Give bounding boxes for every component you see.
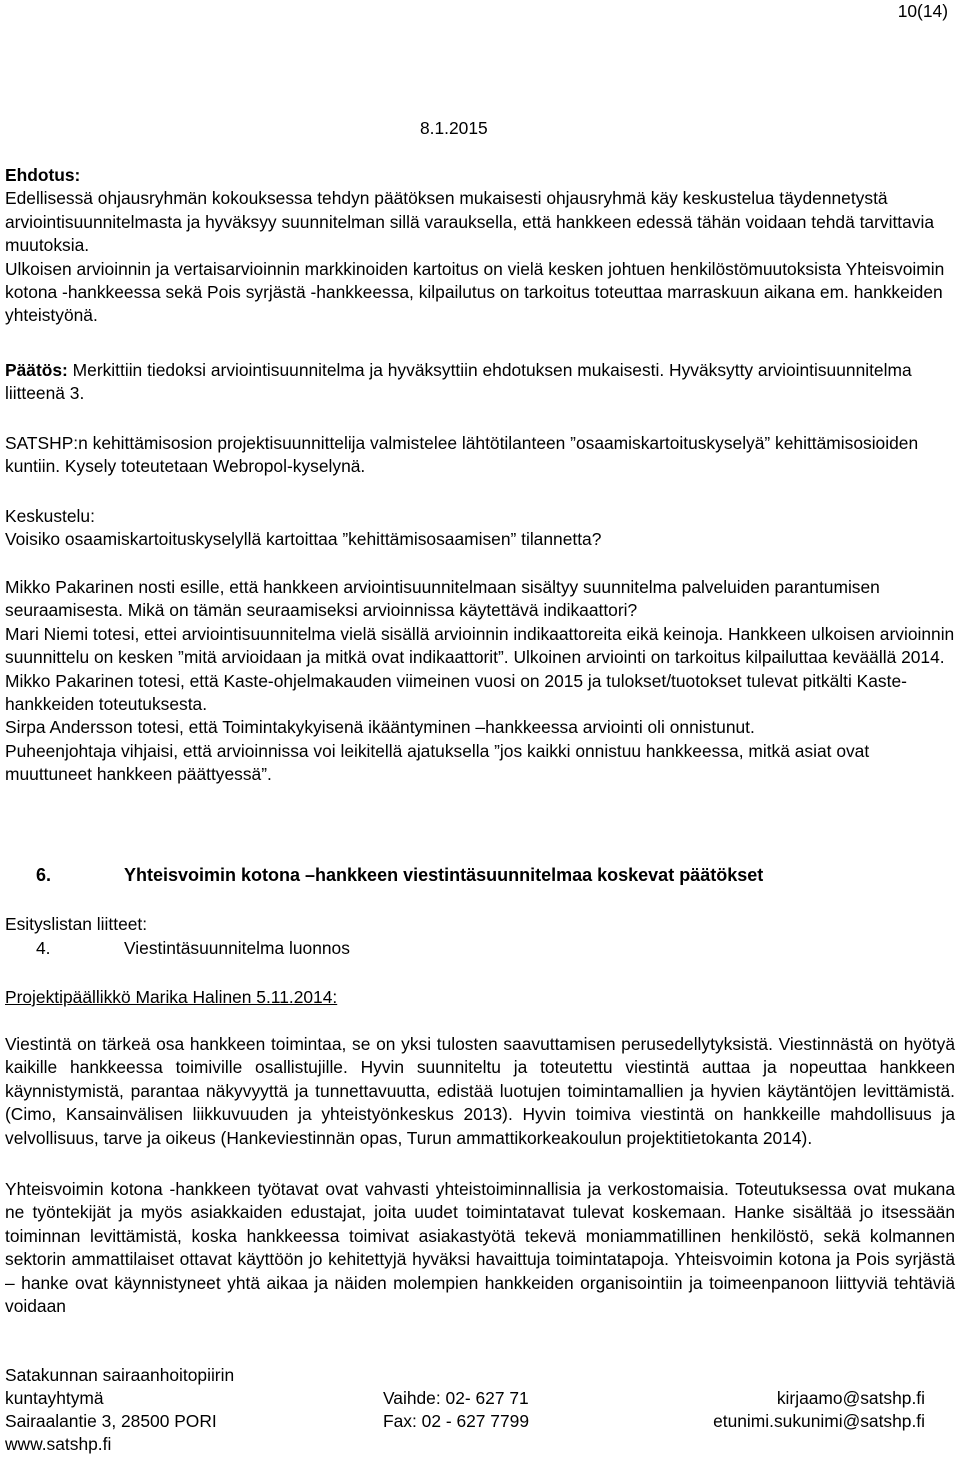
discussion-label: Keskustelu: xyxy=(5,506,95,526)
satshp-text: SATSHP:n kehittämisosion projektisuunnittelija valmistelee lähtötilanteen ”osaamiskartoituskyselyä” kehittämisosioiden kuntiin. Kysely toteutetaan Webropol-kyselynä. xyxy=(5,433,919,477)
satshp-paragraph xyxy=(5,432,955,479)
communication-text: Viestintä on tärkeä osa hankkeen toimintaa, se on yksi tulosten saavuttamisen perusedellytyksistä. Viestinnästä on hyötyä kaikille hankkeessa toimiville osallistujille. Hyvin suunniteltu ja toteutettu viestintä auttaa ja nopeuttaa hankkeen käynnistymistä, parantaa näkyvyyttä ja tunnettavuutta, edistää luotujen toimintamallien ja hyvien käytäntöjen levittämistä. (Cimo, Kansainvälisen liikkuvuuden ja yhteistyönkeskus 2013). Hyvin toimiva viestintä on hankkeille mahdollisuus ja velvollisuus, tarve ja oikeus (Hankeviestinnän opas, Turun ammattikorkeakoulun projektitietokanta 2014). xyxy=(5,1034,955,1148)
attachments-label: Esityslistan liitteet: xyxy=(5,914,148,934)
decision-section xyxy=(5,359,955,406)
footer-fax: Fax: 02 - 627 7799 xyxy=(383,1411,529,1431)
discussion-item: Mikko Pakarinen totesi, että Kaste-ohjelmakauden viimeinen vuosi on 2015 ja tulokset/tuotokset tulevat pitkälti Kaste-hankkeiden toteutuksesta. xyxy=(5,670,907,715)
working-methods-text: Yhteisvoimin kotona -hankkeen työtavat ovat vahvasti yhteistoiminnallisia ja verkostomaisia. Toteutuksessa ovat mukana ne työntekijät ja myös asiakkaiden edustajat, joita uudet toimintatavat tulevat koskemaan. Hanke sisältää jo itsessään toiminnan levittämistä, koska hankkeessa toimivat asiakastyötä tekevä moniammatillinen henkilöstö, sekä kolmannen sektorin ammattilaiset ottavat käyttöön jo kehitettyjä hyväksi havaittuja toimintatapoja. Yhteisvoimin kotona ja Pois syrjästä – hanke ovat käynnistyneet yhtä aikaa ja näiden molempien hankkeiden organisointiin ja toimeenpanoon liittyviä tehtäviä voidaan xyxy=(5,1179,955,1317)
footer-address: Sairaalantie 3, 28500 PORI xyxy=(5,1411,217,1431)
page-number: 10(14) xyxy=(897,1,948,21)
decision-text: Merkittiin tiedoksi arviointisuunnitelma ja hyväksyttiin ehdotuksen mukaisesti. Hyväksytty arviointisuunnitelma liitteenä 3. xyxy=(5,360,912,404)
external-evaluation-text: Ulkoisen arvioinnin ja vertaisarvioinnin markkinoiden kartoitus on vielä kesken johtuen henkilöstömuutoksista Yhteisvoimin kotona -hankkeessa sekä Pois syrjästä -hankkeessa, kilpailutus on tarkoitus toteuttaa marraskuun aikana em. hankkeiden yhteistyönä. xyxy=(5,258,945,326)
working-methods-paragraph xyxy=(5,1178,955,1318)
footer-email-pattern: etunimi.sukunimi@satshp.fi xyxy=(713,1411,925,1431)
discussion-item: Sirpa Andersson totesi, että Toimintakykyisenä ikääntyminen –hankkeessa arviointi oli onnistunut. xyxy=(5,717,755,738)
footer-phone: Vaihde: 02- 627 71 xyxy=(383,1388,529,1408)
document-date: 8.1.2015 xyxy=(420,118,488,138)
attachment-title: Viestintäsuunnitelma luonnos xyxy=(124,938,350,958)
footer-website[interactable]: www.satshp.fi xyxy=(5,1434,112,1454)
discussion-intro xyxy=(5,505,955,552)
footer-org-name: Satakunnan sairaanhoitopiirin xyxy=(5,1365,235,1385)
author-line: Projektipäällikkö Marika Halinen 5.11.2014: xyxy=(5,987,338,1007)
section-number: 6. xyxy=(36,865,52,885)
discussion-item: Mikko Pakarinen nosti esille, että hankkeen arviointisuunnitelmaan sisältyy suunnitelma palveluiden parantumisen seuraamisesta. Mikä on tämän seuraamiseksi arvioinnissa käytettävä indikaattori? xyxy=(5,577,880,621)
discussion-question: Voisiko osaamiskartoituskyselyllä kartoittaa ”kehittämisosaamisen” tilannetta? xyxy=(5,529,602,550)
attachment-number: 4. xyxy=(36,938,51,958)
communication-paragraph xyxy=(5,1033,955,1150)
proposal-text: Edellisessä ohjausryhmän kokouksessa tehdyn päätöksen mukaisesti ohjausryhmä käy keskustelua täydennetystä arviointisuunnitelmasta ja hyväksyy suunnitelman sillä varauksella, että hankkeen edessä tähän voidaan tehdä tarvittavia muutoksia. xyxy=(5,188,935,256)
footer-org-type: kuntayhtymä xyxy=(5,1388,104,1408)
proposal-label: Ehdotus: xyxy=(5,165,81,185)
discussion-item: Puheenjohtaja vihjaisi, että arvioinnissa voi leikitellä ajatuksella ”jos kaikki onnistuu hankkeessa, mitkä asiat ovat muuttuneet hankkeen päättyessä”. xyxy=(5,740,870,785)
proposal-section xyxy=(5,164,955,328)
discussion-item: Mari Niemi totesi, ettei arviointisuunnitelma vielä sisällä arvioinnin indikaattoreita eikä keinoja. Hankkeen ulkoisen arvioinnin suunnittelu on kesken ”mitä arvioidaan ja mitkä ovat indikaattorit”. Ulkoinen arviointi on tarkoitus kilpailuttaa keväällä 2014. xyxy=(5,623,955,668)
decision-label: Päätös: xyxy=(5,360,68,380)
section-title: Yhteisvoimin kotona –hankkeen viestintäsuunnitelmaa koskevat päätökset xyxy=(124,865,764,885)
discussion-list xyxy=(5,576,955,787)
footer-email-registry[interactable]: kirjaamo@satshp.fi xyxy=(776,1388,925,1408)
